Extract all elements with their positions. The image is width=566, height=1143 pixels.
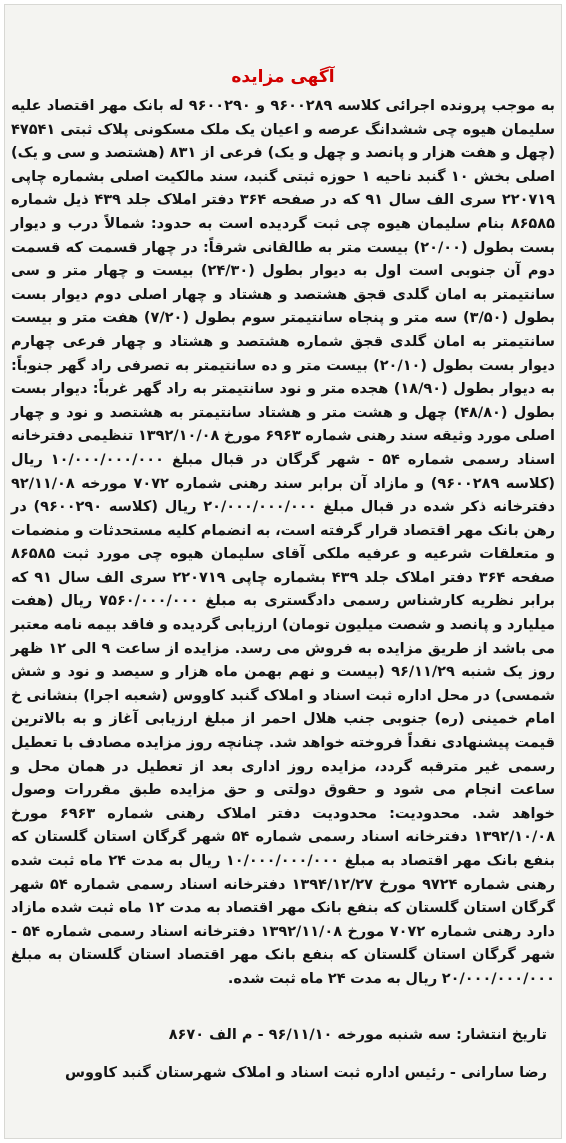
- auction-notice: [4, 4, 562, 1139]
- notice-title: آگهی مزایده: [231, 67, 335, 87]
- signature-line: رضا سارانی - رئیس اداره ثبت اسناد و املاک شهرستان گنبد کاووس: [65, 1065, 547, 1081]
- publish-date: تاریخ انتشار: سه شنبه مورخه ۹۶/۱۱/۱۰ - م الف ۸۶۷۰: [168, 1027, 547, 1043]
- notice-body: به موجب پرونده اجرائی کلاسه ۹۶۰۰۲۸۹ و ۹۶۰۰۲۹۰ له بانک مهر اقتصاد علیه سلیمان هیوه چی ششدانگ عرصه و اعیان یک ملک مسکونی پلاک ثبتی ۴۷۵۴۱ (چهل و هفت هزار و پانصد و چهل و یک) فرعی از ۸۳۱ (هشتصد و سی و یک) اصلی بخش ۱۰ گنبد ناحیه ۱ حوزه ثبتی گنبد، سند مالکیت اصلی بشماره چاپی ۲۲۰۷۱۹ سری الف سال ۹۱ که در صفحه ۳۶۴ دفتر املاک جلد ۴۳۹ ذیل شماره ۸۶۵۸۵ بنام سلیمان هیوه چی ثبت گردیده است به حدود: شمالاً درب و دیوار بست بطول (۲۰/۰۰) بیست متر به طالقانی شرقاً: در چهار قسمت که قسمت دوم آن جنوبی است اول به دیوار بطول (۲۴/۳۰) بیست و چهار متر و سی سانتیمتر به امان گلدی قجق هشتصد و هشتاد و چهار اصلی دوم دیوار بست بطول (۳/۵۰) سه متر و پنجاه سانتیمتر سوم بطول (۷/۲۰) هفت متر و بیست سانتیمتر به امان گلدی قجق شماره هشتصد و هشتاد و چهار فرعی چهارم دیوار بست بطول (۲۰/۱۰) بیست متر و ده سانتیمتر به تصرفی راد گهر جنوباً: به دیوار بطول (۱۸/۹۰) هجده متر و نود سانتیمتر به راد گهر غرباً: دیوار بست بطول (۴۸/۸۰) چهل و هشت متر و هشتاد سانتیمتر به هشتصد و نود و چهار اصلی مورد وثیقه سند رهنی شماره ۶۹۶۳ مورخ ۱۳۹۲/۱۰/۰۸ تنظیمی دفترخانه اسناد رسمی شماره ۵۴ - شهر گرگان در قبال مبلغ ۱۰/۰۰۰/۰۰۰/۰۰۰ ریال (کلاسه ۹۶۰۰۲۸۹) و مازاد آن برابر سند رهنی شماره ۷۰۷۲ مورخه ۹۲/۱۱/۰۸ دفترخانه ذکر شده در قبال مبلغ ۲۰/۰۰۰/۰۰۰/۰۰۰ ریال (کلاسه ۹۶۰۰۲۹۰) در رهن بانک مهر اقتصاد قرار گرفته است، به انضمام کلیه مستحدثات و منضمات و متعلقات شرعیه و عرفیه ملکی آقای سلیمان هیوه چی مورد ثبت ۸۶۵۸۵ صفحه ۳۶۴ دفتر املاک جلد ۴۳۹ بشماره چاپی ۲۲۰۷۱۹ سری الف سال ۹۱ که برابر نظریه کارشناس رسمی دادگستری به مبلغ ۷۵۶۰/۰۰۰/۰۰۰ ریال (هفت میلیارد و پانصد و شصت میلیون تومان) ارزیابی گردیده و فاقد بیمه نامه معتبر می باشد از طریق مزایده به فروش می رسد. مزایده از ساعت ۹ الی ۱۲ ظهر روز یک شنبه ۹۶/۱۱/۲۹ (بیست و نهم بهمن ماه هزار و سیصد و نود و شش شمسی) در محل اداره ثبت اسناد و املاک گنبد کاووس (شعبه اجرا) بنشانی خ امام خمینی (ره) جنوبی جنب هلال احمر از مبلغ ارزیابی آغاز و به بالاترین قیمت پیشنهادی نقداً فروخته خواهد شد. چنانچه روز مزایده مصادف با تعطیل رسمی غیر مترقبه گردد، مزایده روز اداری بعد از تعطیل در همان محل و ساعت انجام می شود و حقوق دولتی و حق مزایده طبق مقررات وصول خواهد شد. محدودیت: محدودیت دفتر املاک رهنی شماره ۶۹۶۳ مورخ ۱۳۹۲/۱۰/۰۸ دفترخانه اسناد رسمی شماره ۵۴ شهر گرگان استان گلستان که بنفع بانک مهر اقتصاد به مبلغ ۱۰/۰۰۰/۰۰۰/۰۰۰ ریال به مدت ۲۴ ماه ثبت شده رهنی شماره ۹۷۲۴ مورخ ۱۳۹۴/۱۲/۲۷ دفترخانه اسناد رسمی شماره ۵۴ شهر گرگان استان گلستان که بنفع بانک مهر اقتصاد به مدت ۱۲ ماه ثبت شده مازاد دارد رهنی شماره ۷۰۷۲ مورخ ۱۳۹۲/۱۱/۰۸ دفترخانه اسناد رسمی شماره ۵۴ - شهر گرگان استان گلستان که بنفع بانک مهر اقتصاد استان گلستان به مبلغ ۲۰/۰۰۰/۰۰۰/۰۰۰ ریال به مدت ۲۴ ماه ثبت شده.: [11, 98, 556, 987]
